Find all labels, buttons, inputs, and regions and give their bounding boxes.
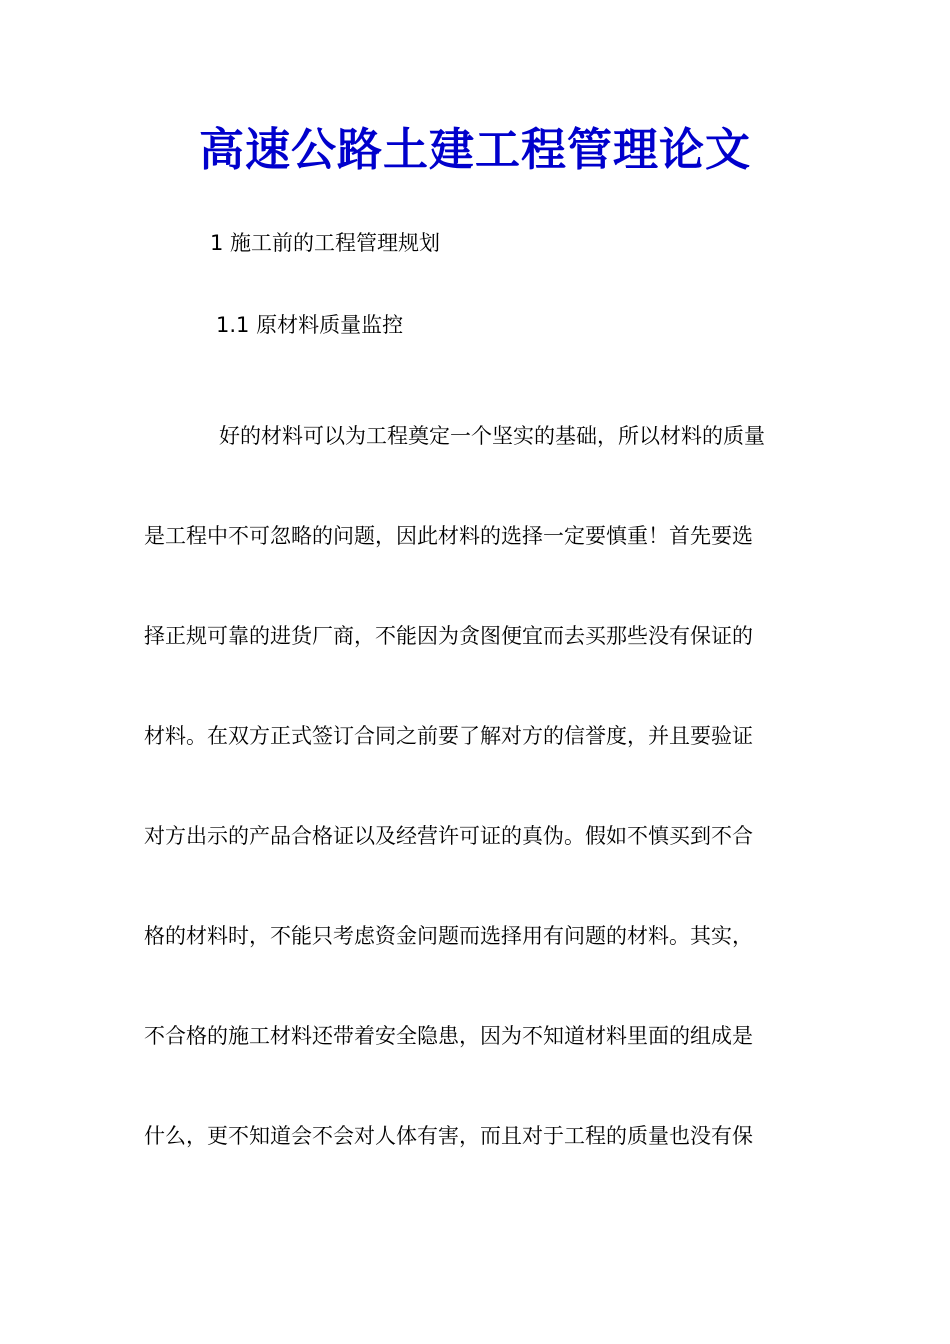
- subsection-heading: 1.1 原材料质量监控: [216, 313, 404, 337]
- document-title: 高速公路土建工程管理论文: [198, 123, 751, 176]
- paragraph-line: 不合格的施工材料还带着安全隐患，因为不知道材料里面的组成是: [144, 1024, 753, 1048]
- paragraph-line: 什么，更不知道会不会对人体有害，而且对于工程的质量也没有保: [144, 1124, 753, 1148]
- paragraph-line: 好的材料可以为工程奠定一个坚实的基础，所以材料的质量: [219, 424, 765, 448]
- paragraph-line: 择正规可靠的进货厂商，不能因为贪图便宜而去买那些没有保证的: [144, 624, 753, 648]
- section-heading: 1 施工前的工程管理规划: [210, 231, 441, 255]
- paragraph-line: 是工程中不可忽略的问题，因此材料的选择一定要慎重！首先要选: [144, 524, 753, 548]
- paragraph-line: 对方出示的产品合格证以及经营许可证的真伪。假如不慎买到不合: [144, 824, 753, 848]
- paragraph-line: 材料。在双方正式签订合同之前要了解对方的信誉度，并且要验证: [144, 724, 753, 748]
- body-paragraph: [144, 386, 806, 1186]
- paragraph-line: 格的材料时，不能只考虑资金问题而选择用有问题的材料。其实，: [144, 924, 753, 948]
